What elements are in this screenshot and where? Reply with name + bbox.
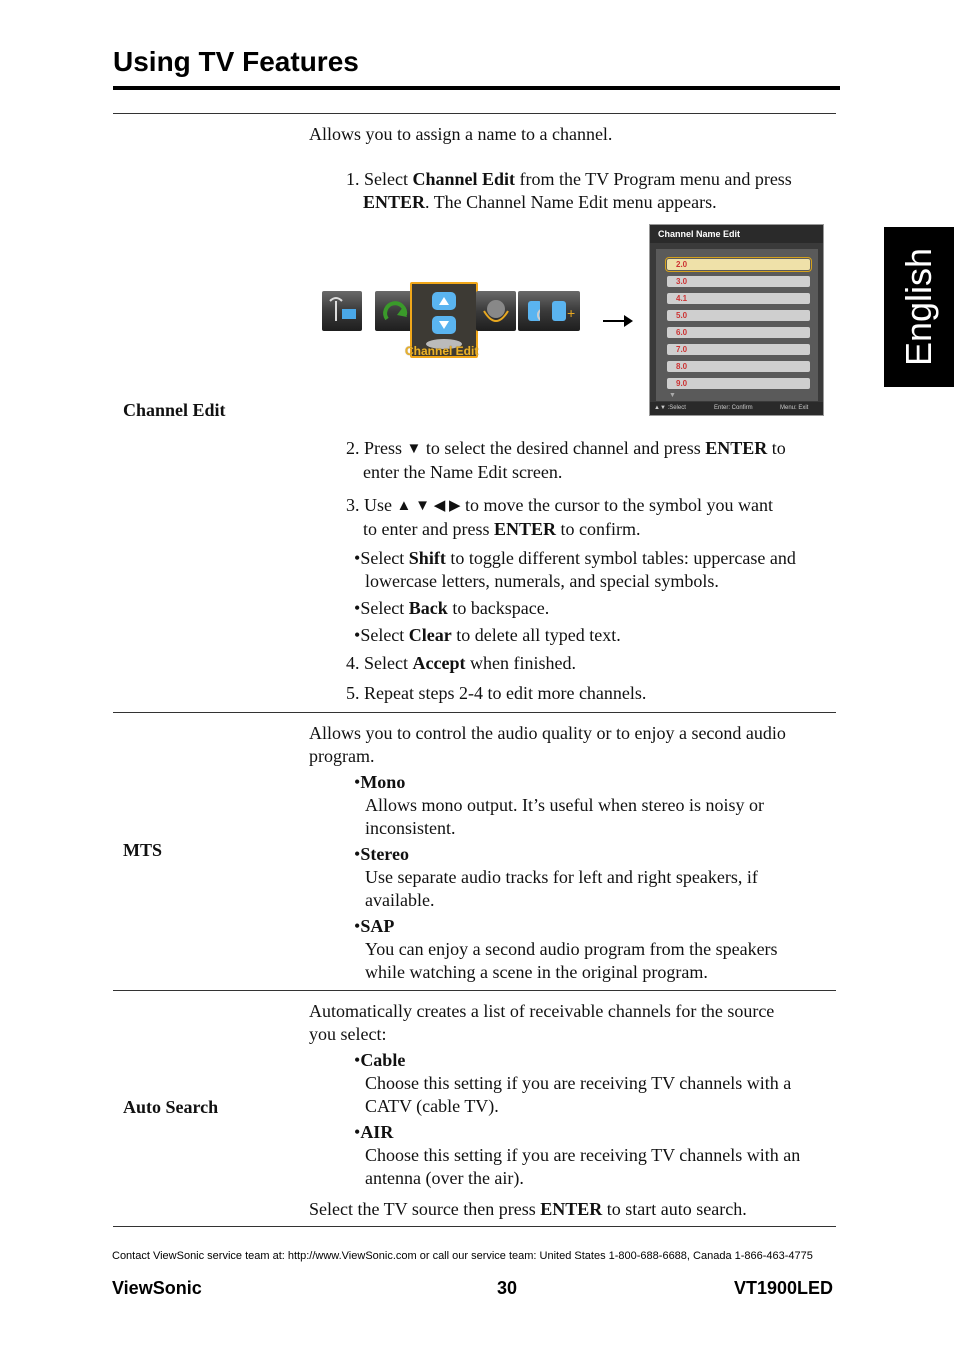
channel-edit-intro: Allows you to assign a name to a channel. bbox=[309, 124, 613, 144]
auto-search-option-air: •AIR Choose this setting if you are receiving TV channels with an antenna (over the air). bbox=[354, 1122, 801, 1188]
menu-caption: Channel Edit bbox=[405, 344, 479, 358]
favorite-channel-icon bbox=[476, 291, 516, 331]
svg-text:+: + bbox=[567, 305, 576, 321]
channel-row[interactable]: 5.0 bbox=[667, 310, 810, 321]
channel-edit-step-2: 2. Press ▼ to select the desired channel and press ENTER to enter the Name Edit screen. bbox=[346, 438, 786, 482]
channel-row[interactable]: 7.0 bbox=[667, 344, 810, 355]
footer-model: VT1900LED bbox=[734, 1278, 834, 1298]
mts-option-sap: •SAP You can enjoy a second audio program from the speakers while watching a scene in the original program. bbox=[354, 916, 778, 982]
channel-edit-step-4: 4. Select Accept when finished. bbox=[346, 653, 576, 673]
select-hint: ▲▼ :Select bbox=[654, 405, 686, 411]
contact-line: Contact ViewSonic service team at: http://www.ViewSonic.com or call our service team: United States 1-800-688-6688, Canada 1-866-463-4775 bbox=[112, 1250, 813, 1262]
screen-title: Channel Name Edit bbox=[650, 225, 823, 243]
mts-option-mono: •Mono Allows mono output. It’s useful when stereo is noisy or inconsistent. bbox=[354, 772, 764, 838]
auto-search-option-cable: •Cable Choose this setting if you are receiving TV channels with a CATV (cable TV). bbox=[354, 1050, 792, 1116]
channel-list bbox=[656, 249, 818, 401]
mts-option-stereo: •Stereo Use separate audio tracks for left and right speakers, if available. bbox=[354, 844, 758, 910]
auto-search-intro: Automatically creates a list of receivable channels for the source you select: bbox=[309, 1001, 775, 1044]
scroll-down-icon: ▼ bbox=[669, 392, 676, 399]
bullet-clear: •Select Clear to delete all typed text. bbox=[354, 625, 621, 645]
auto-search-label: Auto Search bbox=[123, 1097, 219, 1117]
channel-add-icon bbox=[540, 291, 580, 331]
table-rule bbox=[113, 1226, 836, 1227]
channel-edit-label: Channel Edit bbox=[123, 400, 226, 420]
channel-row[interactable]: 8.0 bbox=[667, 361, 810, 372]
arrow-keys-icon: ▲ ▼ ◀ ▶ bbox=[396, 498, 461, 514]
language-tab-label: English bbox=[898, 247, 939, 367]
title-rule bbox=[113, 86, 840, 90]
bullet-shift: •Select Shift to toggle different symbol tables: uppercase and lowercase letters, numerals, and special symbols. bbox=[354, 548, 796, 591]
channel-name-edit-screen bbox=[649, 224, 824, 416]
channel-row[interactable]: 9.0 bbox=[667, 378, 810, 389]
channel-row[interactable]: 3.0 bbox=[667, 276, 810, 287]
channel-row[interactable]: 2.0 bbox=[667, 259, 810, 270]
auto-search-final: Select the TV source then press ENTER to start auto search. bbox=[309, 1199, 747, 1219]
page-number: 30 bbox=[497, 1278, 518, 1298]
page-title: Using TV Features bbox=[113, 46, 359, 77]
channel-edit-step-3: 3. Use ▲ ▼ ◀ ▶ to move the cursor to the symbol you want to enter and press ENTER to confirm. bbox=[346, 495, 773, 539]
antenna-icon bbox=[322, 291, 362, 331]
mts-label: MTS bbox=[123, 840, 163, 860]
channel-edit-step-5: 5. Repeat steps 2-4 to edit more channels. bbox=[346, 683, 647, 703]
table-rule bbox=[113, 712, 836, 713]
footer-brand: ViewSonic bbox=[112, 1278, 202, 1298]
language-tab bbox=[884, 227, 954, 387]
table-rule bbox=[113, 113, 836, 114]
channel-row[interactable]: 4.1 bbox=[667, 293, 810, 304]
mts-intro: Allows you to control the audio quality or to enjoy a second audio program. bbox=[309, 723, 786, 766]
menu-hint: Menu: Exit bbox=[780, 405, 809, 411]
arrow-icon bbox=[603, 320, 631, 322]
screen-footer bbox=[650, 402, 823, 415]
enter-hint: Enter: Confirm bbox=[714, 405, 753, 411]
down-arrow-icon: ▼ bbox=[406, 441, 422, 457]
bullet-back: •Select Back to backspace. bbox=[354, 598, 550, 618]
table-rule bbox=[113, 990, 836, 991]
channel-edit-step-1: 1. Select Channel Edit from the TV Program menu and press ENTER. The Channel Name Edit menu appears. bbox=[346, 169, 792, 212]
channel-row[interactable]: 6.0 bbox=[667, 327, 810, 338]
refresh-icon bbox=[375, 291, 415, 331]
